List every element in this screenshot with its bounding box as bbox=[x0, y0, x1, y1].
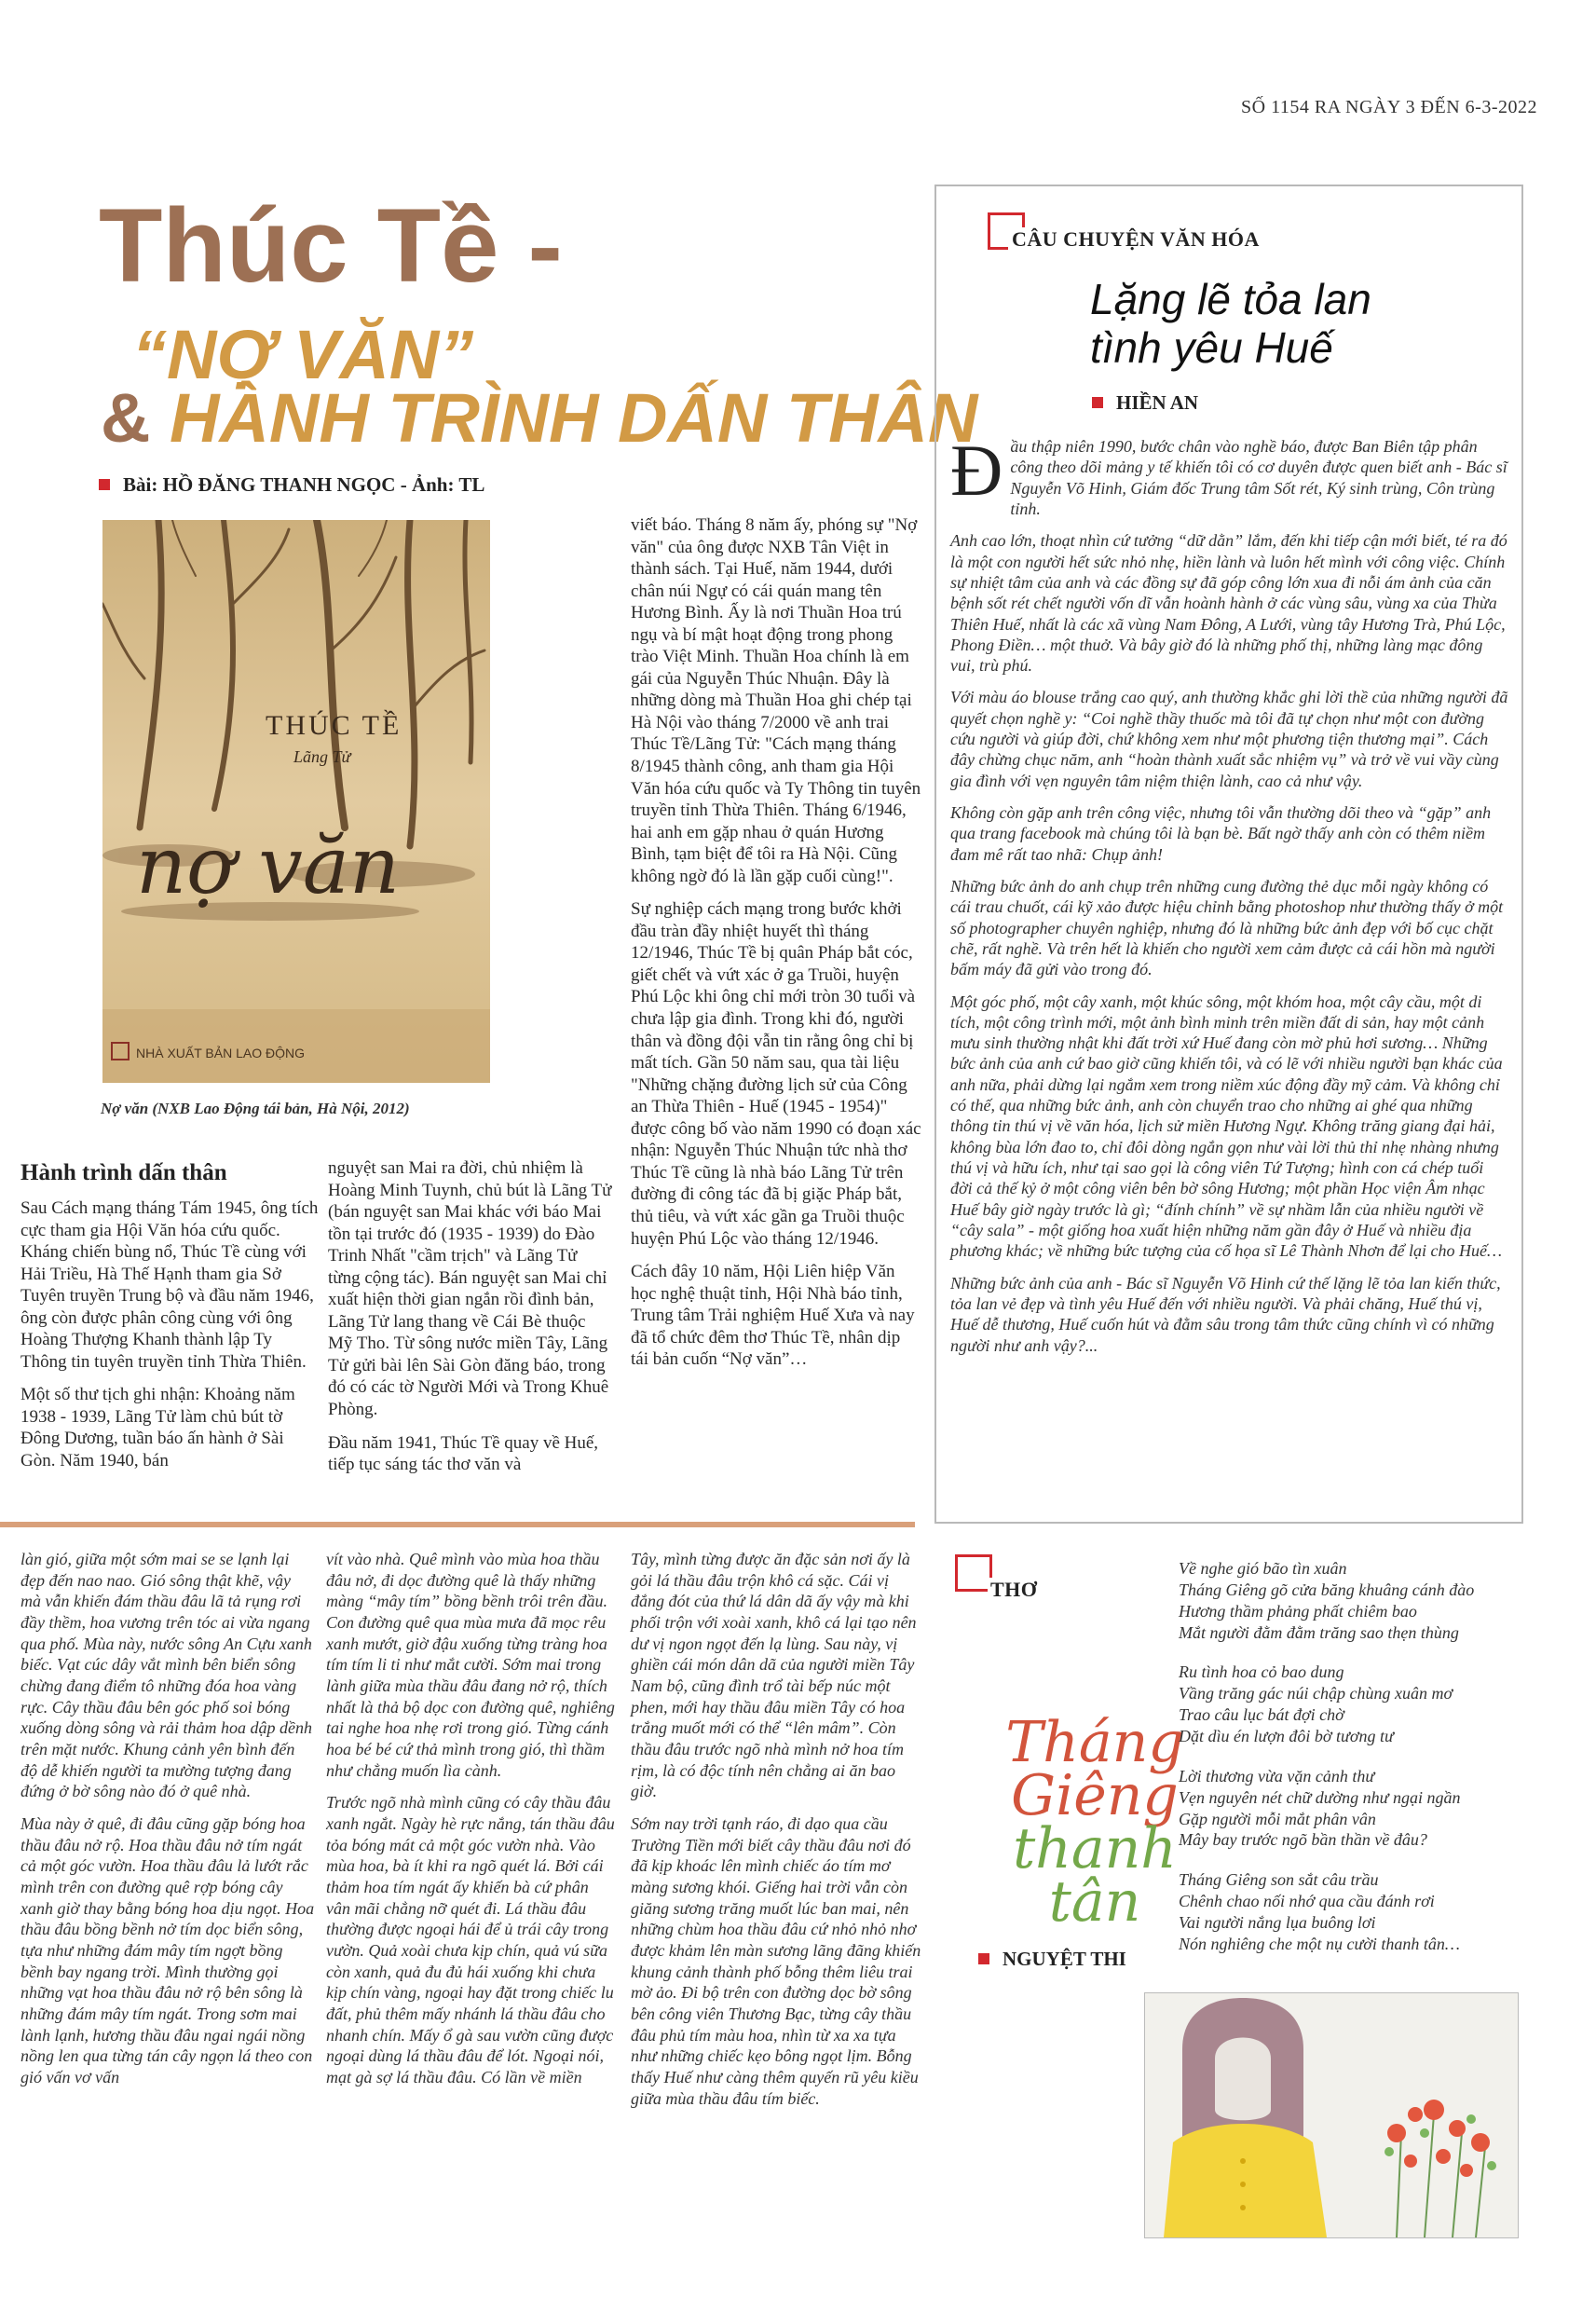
essay-column-2 bbox=[326, 1549, 615, 2100]
poem-stanza bbox=[1179, 1662, 1551, 1746]
poem-line: Gặp người mỗi mắt phân vân bbox=[1179, 1809, 1376, 1828]
book-cover-art bbox=[102, 520, 490, 1083]
sidebar-body bbox=[950, 430, 1509, 1367]
headline-line2: “NỢ VĂN” bbox=[132, 316, 474, 393]
poem-line: Về nghe gió bão tìn xuân bbox=[1179, 1559, 1347, 1578]
poem-author-bullet-icon bbox=[978, 1953, 989, 1964]
poem-marker-icon bbox=[955, 1554, 992, 1592]
paragraph: Trước ngõ nhà mình cũng có cây thầu đâu xanh ngắt. Ngày hè rực nắng, tán thầu đâu tỏa bóng mát cả một góc vườn nhà. Vào mùa hoa, bà ít khi ra ngõ quét lá. Bởi cái thảm hoa tím ngát ấy khiến bà cứ phân vân mãi chẳng nỡ quét đi. Lá thầu đâu thường được ngoại hái để ủ trái cây trong vườn. Quả xoài chưa kịp chín, quả vú sữa còn xanh, quả đu đủ hái xuống khi chưa kịp chín vàng, ngoại hay đặt trong chiếc lu đất, phủ thêm mấy nhánh lá thầu đâu cho nhanh chín. Mấy ổ gà sau vườn cũng được ngoại dùng lá thầu đâu để lót. Ngoại nói, mạt gà sợ lá thầu đâu. Có lần về miền bbox=[326, 1793, 615, 2087]
poem-label: THƠ bbox=[988, 1578, 1040, 1602]
paragraph: Không còn gặp anh trên công việc, nhưng tôi vẫn thường dõi theo và “gặp” anh qua trang facebook mà chúng tôi là bạn bè. Bất ngờ thấy anh còn có thêm niềm đam mê rất tao nhã: Chụp ảnh! bbox=[950, 803, 1492, 864]
headline-ampersand: & bbox=[101, 379, 151, 457]
paragraph: Mùa này ở quê, đi đâu cũng gặp bóng hoa thầu đâu nở rộ. Hoa thầu đâu nở tím ngát cả một góc vườn. Hoa thầu đâu lả lướt rắc mình trên con đường quê rợp bóng cây xanh giờ thay bằng bóng hoa dịu ngọt. Hoa thầu đâu bồng bềnh nở tím dọc biển sông, tựa như những đám mây tím ngợt bồng bềnh bay ngang trời. Mình thường gọi những vạt hoa thầu đâu nở rộ bên sông là những đám mây tím ngát. Trong sơm mai lành lạnh, hương thầu đâu ngai ngái nồng nồng len qua từng tán cây ngọn lá theo con gió vấn vơ vấn bbox=[20, 1814, 315, 2087]
poem-line: Nón nghiêng che một nụ cười thanh tân… bbox=[1179, 1934, 1460, 1953]
poem-line: Mây bay trước ngõ bần thần về đâu? bbox=[1179, 1830, 1427, 1850]
poem-stanza bbox=[1179, 1869, 1551, 1954]
paragraph: vít vào nhà. Quê mình vào mùa hoa thầu đâu nở, đi dọc đường quê là thấy những màng “mây tím” bồng bềnh trôi trên đầu. Con đường quê qua mùa mưa đã mọc rêu xanh mướt, giờ đậu xuống từng tràng hoa tím tím li ti như mắt cười. Sớm mai trong lành giữa mùa thầu đâu đang nở rộ, thích nhất là thả bộ dọc con đường quê, nghiêng tai nghe hoa nhẹ rơi trong gió. Từng cánh hoa bé bé cứ thả mình trong gió, thì thầm như chẳng muốn lìa cành. bbox=[326, 1550, 615, 1780]
poem-illustration bbox=[1144, 1992, 1519, 2238]
byline bbox=[99, 473, 484, 497]
sidebar-title bbox=[1090, 276, 1371, 372]
poem-line: Chênh chao nối nhớ qua cầu đánh rơi bbox=[1179, 1892, 1435, 1911]
poem-line: Ru tình hoa cỏ bao dung bbox=[1179, 1662, 1344, 1682]
byline-text: Bài: HỒ ĐĂNG THANH NGỌC - Ảnh: TL bbox=[123, 473, 485, 496]
paragraph: Cách đây 10 năm, Hội Liên hiệp Văn học nghệ thuật tỉnh, Hội Nhà báo tỉnh, Trung tâm Trải nghiệm Huế Xưa và nay đã tổ chức đêm thơ Thúc Tề, nhân dịp tái bản cuốn “Nợ văn”… bbox=[631, 1262, 915, 1370]
author-bullet-icon bbox=[1092, 397, 1103, 408]
paragraph: Sớm nay trời tạnh ráo, đi dạo qua cầu Trường Tiền mới biết cây thầu đâu nơi đó đã kịp khoác lên mình chiếc áo tím mơ màng sương khói. Giếng hai trời vẫn còn giăng sương trăng muốt lúc ban mai, nên những chùm hoa thầu đâu cứ nhỏ nhỏ nhơ được khảm lên màn sương lãng đãng khiến khung cảnh thành phố bỗng thêm liêu trai mờ ảo. Đi bộ trên con đường dọc bờ sông bên công viên Thương Bạc, từng cây thầu đâu phủ tím màu hoa, nhìn từ xa xa tựa như những chiếc kẹo bông ngọt lịm. Bỗng thấy Huế như càng thêm quyến rũ yêu kiều giữa mùa thầu đâu tím biếc. bbox=[631, 1814, 921, 2108]
sidebar-title-line2: tình yêu Huế bbox=[1090, 322, 1333, 372]
poem-line: Hương thầm phảng phất chiêm bao bbox=[1179, 1601, 1417, 1621]
poem-author-name: NGUYỆT THI bbox=[1003, 1948, 1126, 1970]
paragraph: Sau Cách mạng tháng Tám 1945, ông tích cực tham gia Hội Văn hóa cứu quốc. Kháng chiến bùng nổ, Thúc Tề cùng với Hải Triều, Hà Thế Hạnh tham gia Sở Tuyên truyền Trung bộ và đầu năm 1946, ông còn được phân công cùng với ông Hoàng Thượng Khanh thành lập Ty Thông tin tuyên truyền tỉnh Thừa Thiên. bbox=[20, 1198, 319, 1372]
book-cover-image bbox=[102, 520, 490, 1083]
article-column-3 bbox=[631, 514, 921, 1382]
sidebar-author-name: HIỀN AN bbox=[1116, 391, 1199, 414]
poem-title-line4: tân bbox=[1048, 1869, 1141, 1935]
poem-title-line2: Giêng bbox=[1011, 1763, 1179, 1828]
cover-caption: Nợ văn (NXB Lao Động tái bản, Hà Nội, 2012) bbox=[101, 1100, 410, 1117]
headline-line3 bbox=[101, 379, 978, 457]
poem-title-line1: Tháng bbox=[1005, 1710, 1184, 1775]
drop-cap: Đ bbox=[950, 430, 1003, 511]
poem-line: Tháng Giêng gõ cửa băng khuâng cánh đào bbox=[1179, 1580, 1475, 1599]
headline-line1: Thúc Tề - bbox=[99, 187, 563, 304]
paragraph: Những bức ảnh của anh - Bác sĩ Nguyễn Võ Hinh cứ thế lặng lẽ tỏa lan kiến thức, tỏa lan vẻ đẹp và tình yêu Huế đến với nhiều người. Và phải chăng, Huế thú vị, Huế dễ thương, Huế cuốn hút và đằm sâu trong tâm thức cũng chính vì có những người như anh vậy?... bbox=[950, 1273, 1501, 1355]
poem-line: Tháng Giêng son sắt câu trầu bbox=[1179, 1870, 1379, 1890]
girl-flowers-illustration bbox=[1145, 1993, 1518, 2237]
cover-title: THÚC TỀ bbox=[266, 710, 402, 741]
poem-line: Mắt người đằm đằm trăng sao thẹn thùng bbox=[1179, 1622, 1459, 1642]
poem-title-line3: thanh bbox=[1013, 1816, 1177, 1881]
poem-line: Dặt dìu én lượn đôi bờ tương tư bbox=[1179, 1727, 1394, 1746]
paragraph: Đầu năm 1941, Thúc Tề quay về Huế, tiếp tục sáng tác thơ văn và bbox=[328, 1432, 599, 1475]
essay-column-3 bbox=[631, 1549, 921, 2120]
poem-line: Vai người nắng lụa buông lơi bbox=[1179, 1913, 1376, 1933]
poem-author bbox=[978, 1948, 1126, 1971]
paragraph: nguyệt san Mai ra đời, chủ nhiệm là Hoàng Minh Tuynh, chủ bút là Lãng Tử (bán nguyệt san Mai khác với báo Mai tồn tại trước đó (1935 - 1939) do Đào Trinh Nhất "cầm trịch" và Lãng Tử từng cộng tác). Bán nguyệt san Mai chỉ xuất hiện thời gian ngắn rồi đình bản, Lãng Tử lang thang về Cái Bè thuộc Mỹ Tho. Từ sông nước miền Tây, Lãng Tử gửi bài lên Sài Gòn đăng báo, trong đó có các tờ Người Mới và Trong Khuê Phòng. bbox=[328, 1158, 612, 1420]
paragraph: Tây, mình từng được ăn đặc sản nơi ấy là gỏi lá thầu đâu trộn khô cá sặc. Cái vị đắng đót của thứ lá dân dã ấy vậy mà khi phối trộn với xoài xanh, khô cá lại tạo nên dư vị ngon ngọt đến lạ lùng. Sau này, vị ghiền cái món dân dã của người miền Tây Nam bộ, cũng đình trổ tài bếp núc một phen, mới hay thầu đâu miền Tây có hoa trắng muốt mới có thể “lên mâm”. Còn thầu đâu trước ngõ nhà mình nở hoa tím rịm, là có độc tính nên chẳng ai ăn bao giờ. bbox=[631, 1550, 917, 1801]
cover-publisher: NHÀ XUẤT BẢN LAO ĐỘNG bbox=[136, 1046, 306, 1060]
byline-bullet-icon bbox=[99, 479, 110, 490]
sidebar-lead: ầu thập niên 1990, bước chân vào nghề báo, được Ban Biên tập phân công theo dõi mảng y tế khiến tôi có cơ duyên được quen biết anh - Bác sĩ Nguyễn Võ Hinh, Giám đốc Trung tâm Sốt rét, Ký sinh trùng, Côn trùng tỉnh. bbox=[1010, 437, 1507, 518]
poem-stanza bbox=[1179, 1766, 1551, 1851]
sidebar-author bbox=[1092, 391, 1198, 415]
essay-column-1 bbox=[20, 1549, 315, 2100]
section-divider bbox=[0, 1522, 915, 1527]
article-subhead: Hành trình dấn thân bbox=[20, 1160, 227, 1185]
poem-line: Vẹn nguyên nét chữ dường như ngại ngần bbox=[1179, 1787, 1461, 1807]
paragraph: Anh cao lớn, thoạt nhìn cứ tưởng “dữ dằn” lắm, đến khi tiếp cận mới biết, té ra đó là một con người hết sức nhỏ nhẹ, hiền lành và luôn hết mình với công việc. Chính sự nhiệt tâm của anh và các đồng sự đã góp công lớn xua đi nỗi ám ảnh của căn bệnh sốt rét chết người vốn dĩ vẫn hoành hành ở các vùng sâu, vùng xa của Thừa Thiên Huế, nhất là các xã vùng Nam Đông, A Lưới, vùng tây Hương Trà, Phú Lộc, Phong Điền… một thuở. Và bây giờ đó là những phố thị, những làng mạc đông vui, trù phú. bbox=[950, 531, 1507, 676]
paragraph bbox=[950, 430, 1509, 519]
poem-stanza bbox=[1179, 1558, 1551, 1643]
article-column-1 bbox=[20, 1197, 321, 1484]
paragraph: Những bức ảnh do anh chụp trên những cung đường thẻ dục mỗi ngày không có cái trau chuốt, cái kỹ xảo được hiệu chỉnh bằng photoshop như thường thấy ở một số photographer chuyên nghiệp, nhưng đó là những bức ảnh đẹp với bố cục chặt chẽ, rất nghề. Và trên hết là khiến cho người xem cảm được cả cái hồn mà người bấm máy đã gửi vào trong đó. bbox=[950, 876, 1504, 979]
paragraph: Sự nghiệp cách mạng trong bước khởi đầu tràn đầy nhiệt huyết thì tháng 12/1946, Thúc Tề bị quân Pháp bắt cóc, giết chết và vứt xác ở ga Truồi, huyện Phú Lộc khi ông chỉ mới tròn 30 tuổi và chưa lập gia đình. Trong khi đó, người thân và đồng đội vẫn tin rằng ông chỉ bị mất tích. Gần 50 năm sau, qua tài liệu "Những chặng đường lịch sử của Công an Thừa Thiên - Huế (1945 - 1954)" được công bố vào năm 1990 có đoạn xác nhận: Nguyễn Thúc Nhuận tức nhà thơ Thúc Tề cũng là nhà báo Lãng Tử trên đường đi công tác đã bị giặc Pháp bắt, thủ tiêu, và vứt xác gần ga Truồi thuộc huyện Phú Lộc vào tháng 12/1946. bbox=[631, 899, 921, 1249]
paragraph: Với màu áo blouse trắng cao quý, anh thường khắc ghi lời thề của những người đã quyết chọn nghề y: “Coi nghề thầy thuốc mà tôi đã tự chọn như một con đường cứu người và giúp đời, chứ không xem như một phương tiện thương mại”. Cách đây chừng chục năm, anh “hoàn thành xuất sắc nhiệm vụ” và trở về vui vầy cùng gia đình với vẹn nguyên tâm niệm thiện lành, cao cả như vậy. bbox=[950, 688, 1508, 790]
paragraph: Một số thư tịch ghi nhận: Khoảng năm 1938 - 1939, Lãng Tử làm chủ bút tờ Đông Dương, tuần báo ấn hành ở Sài Gòn. Năm 1940, bán bbox=[20, 1385, 295, 1471]
article-column-2 bbox=[328, 1157, 613, 1487]
sidebar-label: CÂU CHUYỆN VĂN HÓA bbox=[1008, 227, 1263, 252]
poem-line: Lời thương vừa vặn cảnh thư bbox=[1179, 1766, 1375, 1785]
poem-line: Trao câu lục bát đợi chờ bbox=[1179, 1705, 1344, 1725]
paragraph: Một góc phố, một cây xanh, một khúc sông, một khóm hoa, một cây cầu, một di tích, một công trình mới, một ảnh bình minh trên miền đất di sản, hay một cảnh mưu sinh thường nhật khi đất trời xứ Huế đang còn mờ phủ hơi sương… Những bức ảnh của anh cứ bao giờ cũng khiến tôi, và có lẽ với nhiều người bạn khác của anh nữa, phải dừng lại ngắm xem trong niềm xúc động đầy mỹ cảm. Và không chỉ có thế, qua những bức ảnh, anh còn chuyển trao cho những ai ghé qua những thông tin thú vị về văn hóa, lịch sử miền Hương Ngự. Không trăng giang đại hải, không bùa lớn đao to, chỉ đôi dòng ngắn gọn như vài lời thủ thỉ nhẹ nhàng nhưng thú vị và hữu ích, như tại sao gọi là công viên Tứ Tượng; hình con cá chép tuổi đời cả thế kỷ ở một công viên bên bờ sông Hương; một phần Học viện Âm nhạc Huế bây giờ ngày trước là gì; “đính chính” về sự nhầm lẫn của nhiều người về “cây sala” - một giống hoa xuất hiện những năm gần đây ở Huế và nhiều địa phương khác; về những bức tượng của cố họa sĩ Lê Thành Nhơn để lại cho Huế… bbox=[950, 992, 1503, 1261]
paragraph: làn gió, giữa một sớm mai se se lạnh lại đẹp đến nao nao. Gió sông thật khẽ, vậy mà vẫn khiến đám thầu đâu lã tả rụng rơi đầy thềm, hoa vương trên tóc ai vừa ngang qua phố. Mùa này, nước sông An Cựu xanh biếc. Vạt cúc dây vắt mình bên biển sông chừng đang điểm tô những đóa hoa vàng rực. Cây thầu đâu bên góc phố soi bóng xuống dòng sông và rải thảm hoa dập dềnh trên mặt nước. Khung cảnh yên bình đến độ dễ khiến người ta mường tượng đang đứng ở bờ sông nào đó ở quê nhà. bbox=[20, 1550, 312, 1801]
poem-line: Vầng trăng gác núi chập chùng xuân mơ bbox=[1179, 1684, 1453, 1703]
cover-script-title: nợ văn bbox=[136, 820, 401, 911]
issue-number: SỐ 1154 RA NGÀY 3 ĐẾN 6-3-2022 bbox=[1241, 97, 1537, 117]
headline-line3-text: HÀNH TRÌNH DẤN THÂN bbox=[170, 379, 978, 457]
cover-subtitle: Lãng Tử bbox=[293, 747, 351, 766]
sidebar-title-line1: Lặng lẽ tỏa lan bbox=[1090, 275, 1371, 323]
paragraph: viết báo. Tháng 8 năm ấy, phóng sự "Nợ văn" của ông được NXB Tân Việt in thành sách. Tại Huế, năm 1944, dưới chân núi Ngự có cái quán mang tên Hương Bình. Ấy là nơi Thuần Hoa trú ngụ và bí mật hoạt động trong phong trào Việt Minh. Thuần Hoa chính là em gái của Nguyễn Thúc Nhuận. Đây là những dòng mà Thuần Hoa ghi chép tại Hà Nội vào tháng 7/2000 về anh trai Thúc Tề/Lãng Tử: "Cách mạng tháng 8/1945 thành công, anh tham gia Hội Văn hóa cứu quốc và Ty Thông tin tuyên truyền tỉnh Thừa Thiên. Tháng 6/1946, hai anh em gặp nhau ở quán Hương Bình, tạm biệt để tôi ra Hà Nội. Cũng không ngờ đó là lần gặp cuối cùng!". bbox=[631, 515, 921, 886]
poem-body bbox=[1179, 1558, 1551, 1974]
